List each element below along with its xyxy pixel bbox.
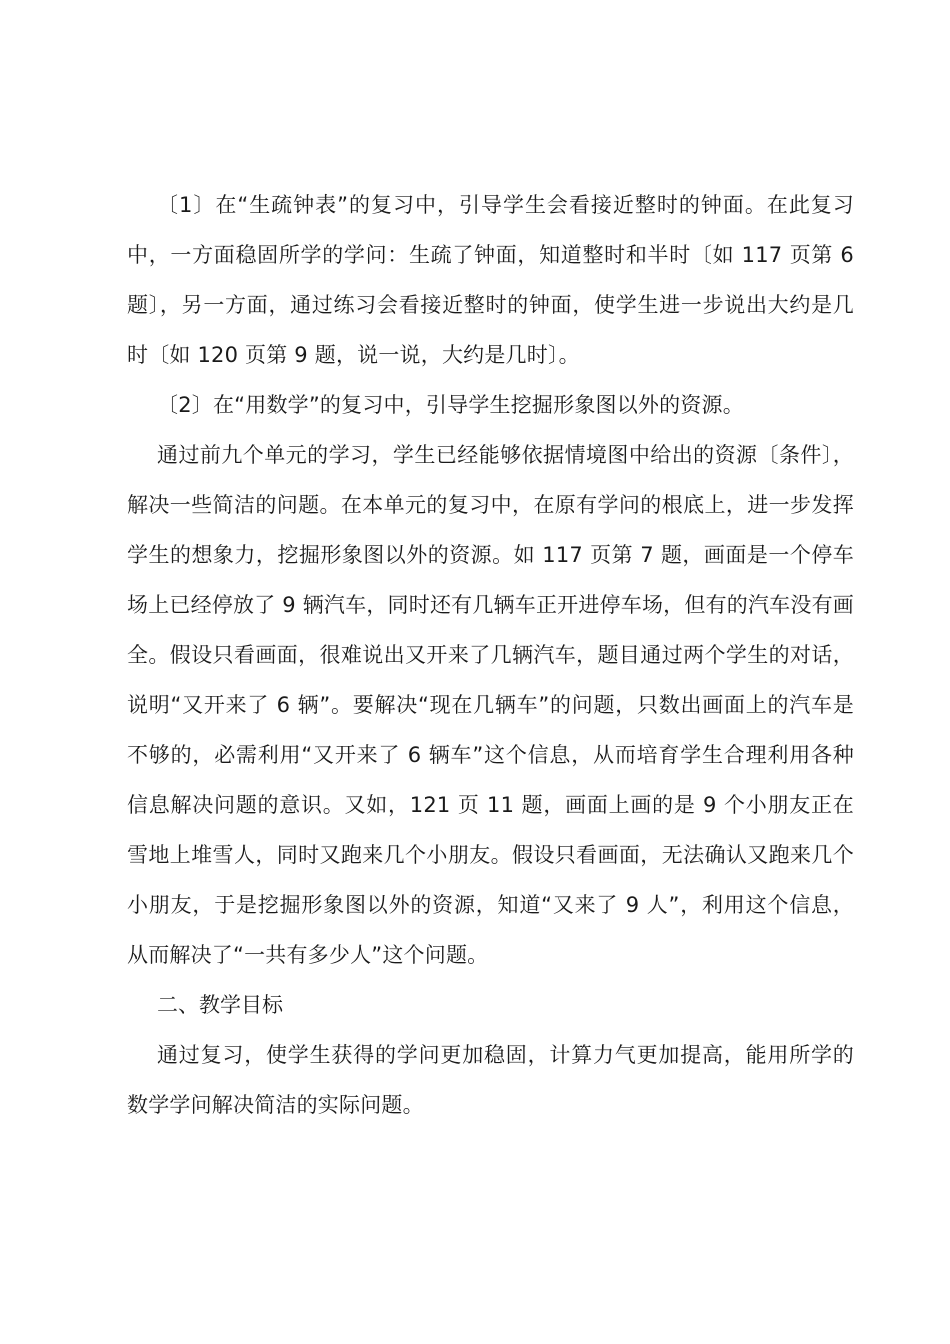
paragraph-math-use-review: 〔2〕在“用数学”的复习中，引导学生挖掘形象图以外的资源。 [157,393,744,417]
paragraph-clock-review: 〔1〕在“生疏钟表”的复习中，引导学生会看接近整时的钟面。在此复习中，一方面稳固所学的学问：生疏了钟面，知道整时和半时〔如 117 页第 6 题〕，另一方面，通过练习会看接近整时的钟面，使学生进一步说出大约是几时〔如 120 页第 9 题，说一说，大约是几时〕。 [127,193,854,367]
section-heading-teaching-goals: 二、教学目标 [157,993,283,1017]
document-page [127,180,854,1130]
paragraph-teaching-goals: 通过复习，使学生获得的学问更加稳固，计算力气更加提高，能用所学的数学学问解决简洁的实际问题。 [127,1043,854,1117]
paragraph-resource-mining: 通过前九个单元的学习，学生已经能够依据情境图中给出的资源〔条件〕，解决一些简洁的问题。在本单元的复习中，在原有学问的根底上，进一步发挥学生的想象力，挖掘形象图以外的资源。如 117 页第 7 题，画面是一个停车场上已经停放了 9 辆汽车，同时还有几辆车正开进停车场，但有的汽车没有画全。假设只看画面，很难说出又开来了几辆汽车，题目通过两个学生的对话，说明“又开来了 6 辆”。要解决“现在几辆车”的问题，只数出画面上的汽车是不够的，必需利用“又开来了 6 辆车”这个信息，从而培育学生合理利用各种信息解决问题的意识。又如，121 页 11 题，画面上画的是 9 个小朋友正在雪地上堆雪人，同时又跑来几个小朋友。假设只看画面，无法确认又跑来几个小朋友，于是挖掘形象图以外的资源，知道“又来了 9 人”，利用这个信息，从而解决了“一共有多少人”这个问题。 [127,443,854,967]
